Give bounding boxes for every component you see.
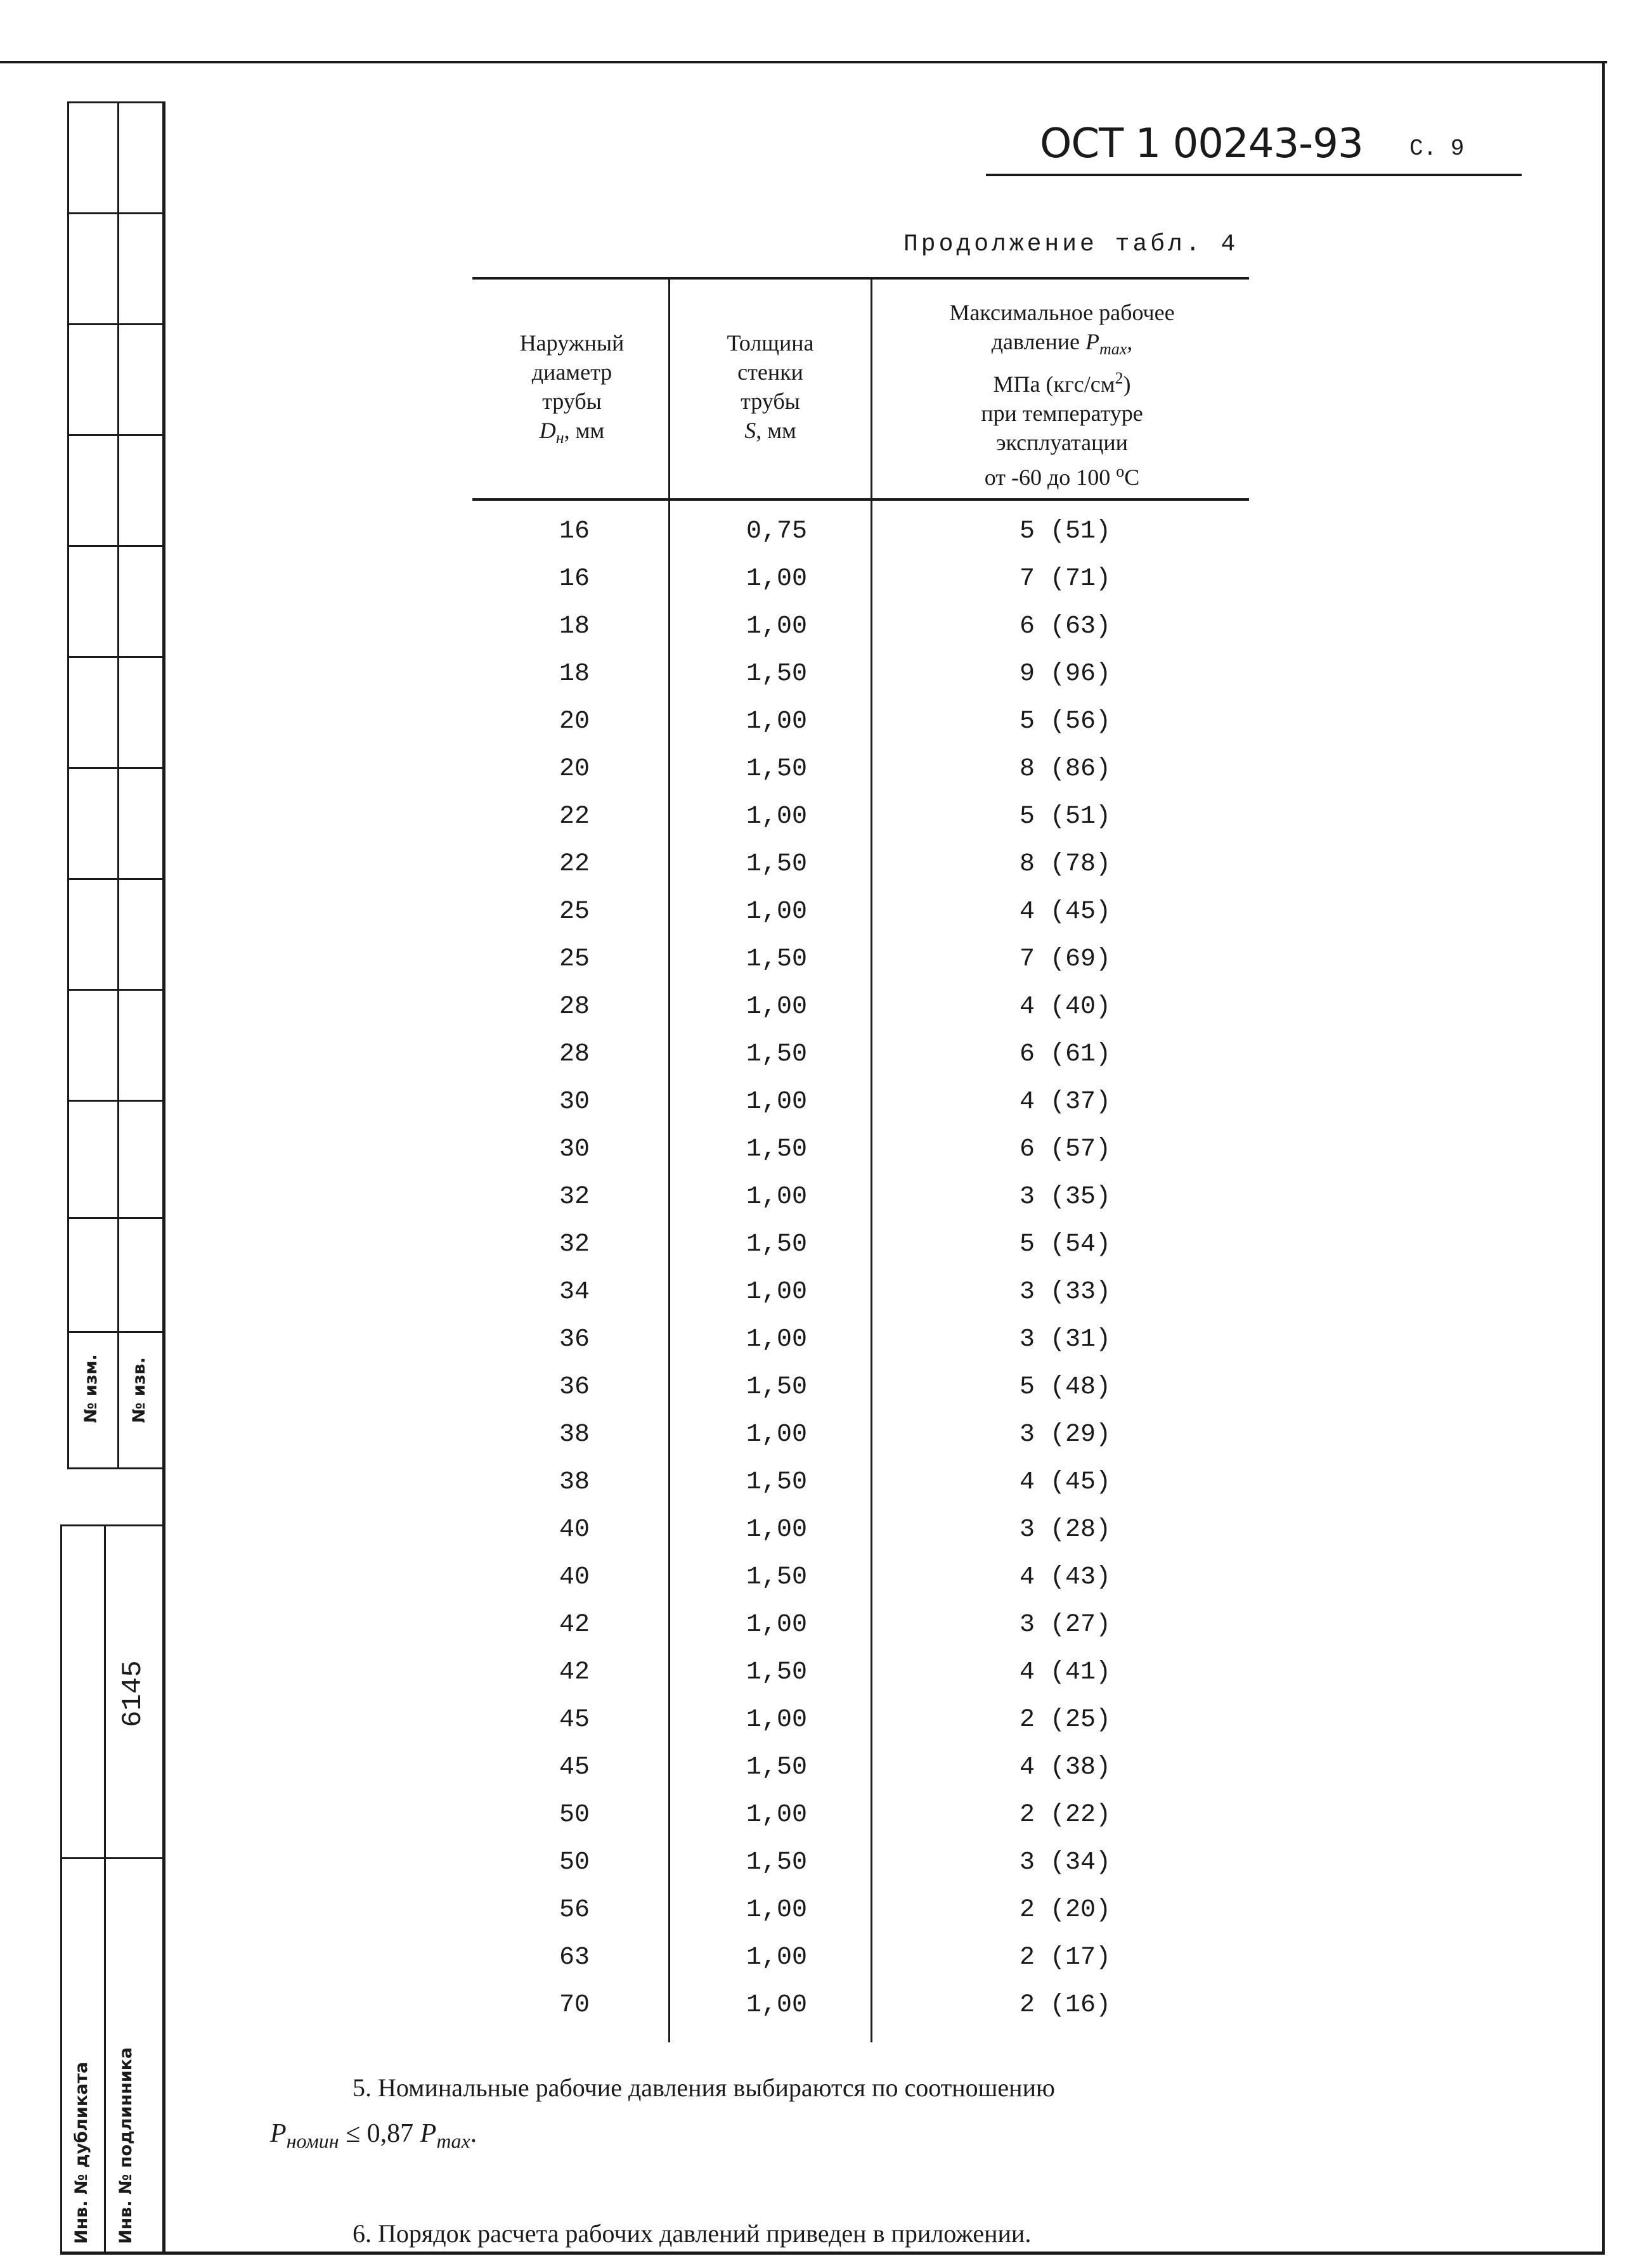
cell-max-pressure: 2 (20): [1019, 1896, 1111, 1924]
notice-number-label: № изв.: [129, 1357, 149, 1423]
table-continuation-label: Продолжение табл. 4: [903, 231, 1239, 258]
margin-lower-divider: [60, 1857, 164, 1859]
cell-wall-thickness: 1,00: [746, 565, 807, 593]
margin-lower-outer-line: [60, 1524, 62, 2253]
cell-max-pressure: 2 (25): [1019, 1706, 1111, 1734]
note-5: 5. Номинальные рабочие давления выбираются по соотношению: [353, 2073, 1055, 2102]
cell-wall-thickness: 1,50: [746, 1848, 807, 1877]
cell-wall-thickness: 1,50: [746, 755, 807, 783]
cell-outer-diameter: 16: [559, 517, 590, 546]
frame-left: [162, 101, 165, 2254]
cell-wall-thickness: 1,00: [746, 898, 807, 926]
original-inventory-label: Инв. № подлинника: [116, 2047, 136, 2244]
cell-outer-diameter: 70: [559, 1991, 590, 2020]
margin-row-10: [67, 1217, 164, 1219]
cell-wall-thickness: 1,00: [746, 1801, 807, 1829]
margin-outer-line: [67, 101, 69, 1467]
table-top-rule: [472, 277, 1249, 280]
cell-max-pressure: 5 (51): [1019, 802, 1111, 831]
cell-wall-thickness: 1,50: [746, 1230, 807, 1259]
cell-max-pressure: 3 (31): [1019, 1325, 1111, 1354]
table-header-rule: [472, 498, 1249, 501]
frame-right: [1602, 61, 1605, 2254]
cell-max-pressure: 9 (96): [1019, 660, 1111, 688]
margin-row-7: [67, 878, 164, 880]
header-max-pressure: Максимальное рабочее давление $P_{max}$, МПа $(кгс/см^2)$ при температуре эксплуатации от -60 до 100 $^о$С: [949, 300, 1175, 491]
margin-row-3: [67, 434, 164, 436]
cell-outer-diameter: 25: [559, 898, 590, 926]
cell-max-pressure: 3 (35): [1019, 1183, 1111, 1211]
cell-wall-thickness: 1,00: [746, 1706, 807, 1734]
cell-max-pressure: 3 (28): [1019, 1516, 1111, 1544]
margin-row-6: [67, 767, 164, 769]
cell-outer-diameter: 40: [559, 1516, 590, 1544]
cell-outer-diameter: 30: [559, 1135, 590, 1164]
cell-max-pressure: 2 (17): [1019, 1943, 1111, 1972]
cell-wall-thickness: 1,50: [746, 1658, 807, 1687]
margin-lower-edge: [60, 1524, 164, 1526]
cell-wall-thickness: 1,00: [746, 802, 807, 831]
cell-outer-diameter: 42: [559, 1658, 590, 1687]
cell-max-pressure: 4 (45): [1019, 1468, 1111, 1497]
cell-outer-diameter: 50: [559, 1848, 590, 1877]
change-number-label: № изм.: [81, 1354, 101, 1423]
cell-max-pressure: 5 (54): [1019, 1230, 1111, 1259]
cell-max-pressure: 8 (78): [1019, 850, 1111, 879]
cell-wall-thickness: 1,00: [746, 612, 807, 641]
cell-outer-diameter: 45: [559, 1706, 590, 1734]
cell-max-pressure: 4 (38): [1019, 1753, 1111, 1782]
cell-outer-diameter: 45: [559, 1753, 590, 1782]
header-underline: [986, 174, 1522, 176]
cell-max-pressure: 3 (27): [1019, 1611, 1111, 1639]
cell-max-pressure: 6 (61): [1019, 1040, 1111, 1069]
cell-max-pressure: 4 (41): [1019, 1658, 1111, 1687]
cell-max-pressure: 4 (40): [1019, 993, 1111, 1021]
margin-top-edge: [67, 101, 164, 103]
header-wall-thickness: Толщина стенки трубы S, мм: [727, 330, 814, 443]
cell-wall-thickness: 1,50: [746, 1373, 807, 1401]
cell-max-pressure: 5 (51): [1019, 517, 1111, 546]
cell-outer-diameter: 20: [559, 707, 590, 736]
top-rule: [0, 61, 1607, 63]
cell-wall-thickness: 1,00: [746, 1991, 807, 2020]
header-outer-diameter: Наружный диаметр трубы $D_н$, мм: [519, 330, 625, 448]
document-code: ОСТ 1 00243-93: [1040, 120, 1363, 167]
cell-outer-diameter: 38: [559, 1468, 590, 1497]
cell-outer-diameter: 18: [559, 612, 590, 641]
margin-row-4: [67, 545, 164, 547]
cell-outer-diameter: 38: [559, 1421, 590, 1449]
cell-outer-diameter: 36: [559, 1373, 590, 1401]
margin-row-5: [67, 656, 164, 658]
cell-wall-thickness: 1,50: [746, 1468, 807, 1497]
cell-outer-diameter: 63: [559, 1943, 590, 1972]
cell-outer-diameter: 56: [559, 1896, 590, 1924]
cell-max-pressure: 8 (86): [1019, 755, 1111, 783]
cell-wall-thickness: 1,00: [746, 1278, 807, 1306]
cell-outer-diameter: 28: [559, 1040, 590, 1069]
cell-max-pressure: 4 (43): [1019, 1563, 1111, 1592]
margin-mid-line: [117, 101, 119, 1467]
cell-wall-thickness: 1,00: [746, 1088, 807, 1116]
margin-row-1: [67, 212, 164, 214]
cell-outer-diameter: 32: [559, 1183, 590, 1211]
cell-outer-diameter: 36: [559, 1325, 590, 1354]
cell-max-pressure: 2 (22): [1019, 1801, 1111, 1829]
cell-outer-diameter: 42: [559, 1611, 590, 1639]
cell-max-pressure: 5 (48): [1019, 1373, 1111, 1401]
cell-outer-diameter: 40: [559, 1563, 590, 1592]
cell-outer-diameter: 34: [559, 1278, 590, 1306]
cell-outer-diameter: 16: [559, 565, 590, 593]
cell-outer-diameter: 25: [559, 945, 590, 974]
cell-max-pressure: 3 (34): [1019, 1848, 1111, 1877]
cell-max-pressure: 2 (16): [1019, 1991, 1111, 2020]
cell-wall-thickness: 1,00: [746, 1421, 807, 1449]
cell-wall-thickness: 1,00: [746, 1183, 807, 1211]
page-number: С. 9: [1409, 136, 1465, 162]
cell-wall-thickness: 1,50: [746, 1753, 807, 1782]
cell-max-pressure: 4 (37): [1019, 1088, 1111, 1116]
cell-max-pressure: 4 (45): [1019, 898, 1111, 926]
cell-outer-diameter: 28: [559, 993, 590, 1021]
cell-outer-diameter: 30: [559, 1088, 590, 1116]
margin-row-11: [67, 1331, 164, 1333]
cell-max-pressure: 5 (56): [1019, 707, 1111, 736]
original-inventory-number: 6145: [117, 1660, 149, 1727]
cell-wall-thickness: 1,00: [746, 1325, 807, 1354]
cell-max-pressure: 6 (63): [1019, 612, 1111, 641]
margin-lower-mid-line: [104, 1524, 106, 2253]
pressure-formula: $P_{номин} \le 0,87$ $P_{max}$.: [270, 2119, 477, 2153]
frame-bottom: [60, 2252, 1605, 2255]
cell-outer-diameter: 22: [559, 850, 590, 879]
cell-wall-thickness: 1,00: [746, 1516, 807, 1544]
cell-wall-thickness: 1,50: [746, 945, 807, 974]
cell-outer-diameter: 20: [559, 755, 590, 783]
duplicate-inventory-label: Инв. № дубликата: [72, 2061, 91, 2244]
cell-wall-thickness: 1,50: [746, 1563, 807, 1592]
cell-outer-diameter: 32: [559, 1230, 590, 1259]
cell-outer-diameter: 18: [559, 660, 590, 688]
cell-max-pressure: 6 (57): [1019, 1135, 1111, 1164]
cell-max-pressure: 3 (29): [1019, 1421, 1111, 1449]
cell-outer-diameter: 50: [559, 1801, 590, 1829]
margin-row-2: [67, 323, 164, 325]
margin-row-8: [67, 989, 164, 991]
cell-max-pressure: 7 (69): [1019, 945, 1111, 974]
cell-wall-thickness: 1,00: [746, 707, 807, 736]
cell-wall-thickness: 1,00: [746, 1896, 807, 1924]
cell-wall-thickness: 1,50: [746, 850, 807, 879]
cell-wall-thickness: 1,00: [746, 1611, 807, 1639]
cell-max-pressure: 3 (33): [1019, 1278, 1111, 1306]
cell-wall-thickness: 1,50: [746, 1040, 807, 1069]
cell-outer-diameter: 22: [559, 802, 590, 831]
cell-wall-thickness: 1,50: [746, 660, 807, 688]
margin-row-9: [67, 1100, 164, 1102]
margin-row-12: [67, 1467, 164, 1469]
cell-wall-thickness: 1,50: [746, 1135, 807, 1164]
cell-wall-thickness: 1,00: [746, 993, 807, 1021]
cell-wall-thickness: 1,00: [746, 1943, 807, 1972]
note-6: 6. Порядок расчета рабочих давлений приведен в приложении.: [353, 2219, 1032, 2248]
cell-wall-thickness: 0,75: [746, 517, 807, 546]
cell-max-pressure: 7 (71): [1019, 565, 1111, 593]
